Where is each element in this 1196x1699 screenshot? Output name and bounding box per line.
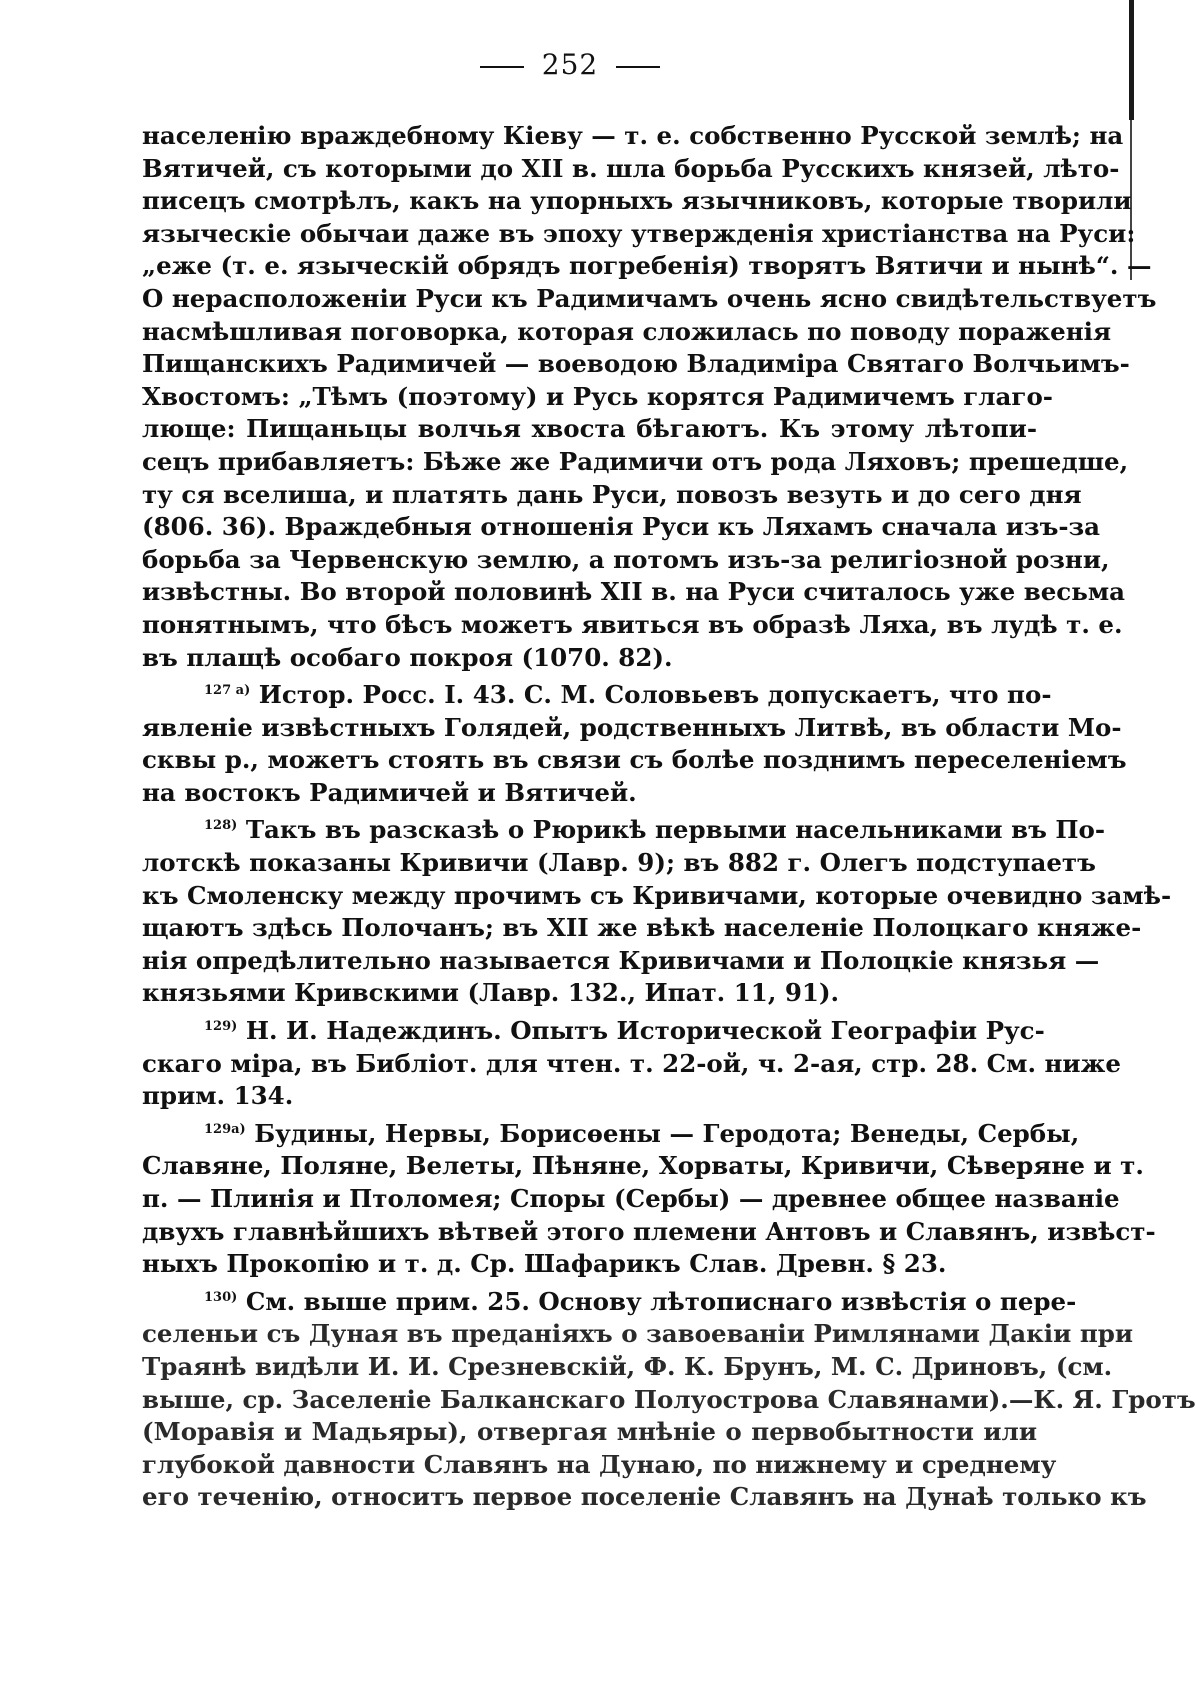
line-text: явленіе извѣстныхъ Голядей, родственныхъ Литвѣ, въ области Мо- (142, 712, 1122, 742)
line-text: въ плащѣ особаго покроя (1070. 82). (142, 642, 673, 672)
line-text: населенію враждебному Кіеву — т. е. собственно Русской землѣ; на (142, 121, 1124, 150)
line-text: Н. И. Надеждинъ. Опытъ Исторической Географіи Рус- (237, 1016, 1045, 1046)
text-line (142, 218, 1136, 251)
page-number: 252 (541, 48, 599, 81)
text-line (142, 977, 1037, 1010)
line-text: на востокъ Радимичей и Вятичей. (142, 777, 637, 807)
line-text: (806. 36). Враждебныя отношенія Руси къ Ляхамъ сначала изъ-за (142, 512, 1101, 542)
text-line (142, 153, 1120, 186)
text-line (142, 744, 1127, 777)
line-text: О нерасположеніи Руси къ Радимичамъ очень ясно свидѣтельствуетъ (142, 283, 1157, 313)
line-text: (Моравія и Мадьяры), отвергая мнѣніе о первобытности или (142, 1417, 1037, 1447)
header-dash-left (480, 66, 524, 68)
text-line (142, 777, 1037, 810)
text-line (142, 413, 1037, 446)
text-line (142, 1183, 1120, 1216)
line-text: извѣстны. Во второй половинѣ XII в. на Руси считалось уже весьма (142, 577, 1126, 607)
line-text: Славяне, Поляне, Велеты, Пѣняне, Хорваты, Кривичи, Сѣверяне и т. (142, 1151, 1144, 1181)
text-line (142, 912, 1142, 945)
text-line (142, 576, 1126, 609)
text-line (142, 712, 1122, 745)
footnote-marker: 129) (204, 1018, 238, 1034)
text-line (142, 348, 1130, 381)
text-line (142, 1150, 1144, 1183)
text-line (142, 1248, 1037, 1281)
text-line (142, 316, 1112, 349)
text-line (142, 511, 1101, 544)
text-line (142, 1449, 1057, 1482)
line-text: Такъ въ разсказѣ о Рюрикѣ первыми насельниками въ По- (237, 815, 1106, 845)
text-line (142, 1416, 1037, 1449)
footnote-first-line (142, 1118, 1080, 1151)
line-text: Истор. Росс. I. 43. С. М. Соловьевъ допускаетъ, что по- (250, 680, 1052, 710)
footnote-marker: 129а) (204, 1121, 246, 1137)
footnote-first-line (142, 814, 1106, 847)
footnote-first-line (142, 1015, 1045, 1048)
text-line (142, 1080, 1037, 1113)
line-text: глубокой давности Славянъ на Дунаю, по нижнему и среднему (142, 1449, 1057, 1479)
line-text: къ Смоленску между прочимъ съ Кривичами, которые очевидно замѣ- (142, 880, 1172, 910)
text-line (142, 847, 1096, 880)
line-text: п. — Плинія и Птоломея; Споры (Сербы) — древнее общее названіе (142, 1184, 1120, 1213)
line-text: селеньи съ Дуная въ преданіяхъ о завоеваніи Римлянами Дакіи при (142, 1319, 1134, 1349)
line-text: князьями Кривскими (Лавр. 132., Ипат. 11, 91). (142, 978, 840, 1008)
line-text: скаго міра, въ Библіот. для чтен. т. 22-ой, ч. 2-ая, стр. 28. См. ниже (142, 1048, 1121, 1078)
text-line (142, 381, 1053, 414)
text-line (142, 1216, 1156, 1249)
line-text: писецъ смотрѣлъ, какъ на упорныхъ язычниковъ, которые творили (142, 186, 1132, 216)
footnote-marker: 127 а) (204, 682, 251, 698)
line-text: нія опредѣлительно называется Кривичами и Полоцкіе князья — (142, 945, 1100, 975)
text-line (142, 642, 1037, 675)
text-line (142, 880, 1172, 913)
line-text: выше, ср. Заселеніе Балканскаго Полуострова Славянами).—К. Я. Гротъ (142, 1384, 1196, 1414)
line-text: Хвостомъ: „Тѣмъ (поэтому) и Русь корятся Радимичемъ глаго- (142, 381, 1053, 411)
line-text: Будины, Нервы, Борисѳены — Геродота; Венеды, Сербы, (245, 1118, 1080, 1148)
text-line (142, 1351, 1113, 1384)
page-text-body (142, 120, 1196, 1514)
text-line (142, 609, 1123, 642)
line-text: его теченію, относитъ первое поселеніе Славянъ на Дунаѣ только къ (142, 1482, 1147, 1512)
line-text: прим. 134. (142, 1081, 294, 1111)
line-text: щаютъ здѣсь Полочанъ; въ XII же вѣкѣ населеніе Полоцкаго княже- (142, 913, 1142, 943)
text-line (142, 479, 1082, 512)
line-text: Пищанскихъ Радимичей — воеводою Владиміра Святаго Волчьимъ- (142, 349, 1130, 379)
text-line (142, 945, 1100, 978)
line-text: Траянѣ видѣли И. И. Срезневскій, Ф. К. Брунъ, М. С. Дриновъ, (см. (142, 1351, 1113, 1381)
text-line (142, 544, 1110, 577)
text-line (142, 1318, 1134, 1351)
text-line (142, 1048, 1121, 1081)
line-text: См. выше прим. 25. Основу лѣтописнаго извѣстія о пере- (237, 1286, 1077, 1316)
line-text: ту ся вселиша, и платять дань Руси, повозъ везуть и до сего дня (142, 479, 1082, 509)
text-line (142, 283, 1157, 316)
line-text: двухъ главнѣйшихъ вѣтвей этого племени Антовъ и Славянъ, извѣст- (142, 1216, 1156, 1246)
footnote-marker: 128) (204, 818, 238, 834)
text-line (142, 120, 1124, 153)
footnote-first-line (142, 1286, 1077, 1319)
text-line (142, 250, 1152, 283)
line-text: лотскѣ показаны Кривичи (Лавр. 9); въ 882 г. Олегъ подступаетъ (142, 848, 1096, 878)
line-text: Вятичей, съ которыми до XII в. шла борьба Русскихъ князей, лѣто- (142, 153, 1120, 183)
text-line (142, 1384, 1196, 1417)
line-text: языческіе обычаи даже въ эпоху утвержденія христіанства на Руси: (142, 218, 1136, 248)
line-text: сецъ прибавляетъ: Бѣже же Радимичи отъ рода Ляховъ; прешедше, (142, 446, 1129, 476)
page-header (0, 48, 1140, 81)
text-line (142, 446, 1129, 479)
line-text: сквы р., можетъ стоять въ связи съ болѣе позднимъ переселеніемъ (142, 745, 1127, 775)
line-text: ныхъ Прокопію и т. д. Ср. Шафарикъ Слав. Древн. § 23. (142, 1249, 947, 1279)
line-text: понятнымъ, что бѣсъ можетъ явиться въ образѣ Ляха, въ лудѣ т. е. (142, 609, 1123, 639)
text-line (142, 185, 1132, 218)
footnote-marker: 130) (204, 1289, 238, 1305)
header-dash-right (616, 66, 660, 68)
footnote-first-line (142, 679, 1052, 712)
line-text: „еже (т. е. языческій обрядъ погребенія) творятъ Вятичи и нынѣ“. — (142, 251, 1152, 281)
line-text: борьба за Червенскую землю, а потомъ изъ-за религіозной розни, (142, 544, 1110, 574)
text-line (142, 1481, 1147, 1514)
line-text: люще: Пищаньцы волчья хвоста бѣгаютъ. Къ этому лѣтопи- (142, 414, 1037, 444)
line-text: насмѣшливая поговорка, которая сложилась по поводу пораженія (142, 316, 1112, 346)
